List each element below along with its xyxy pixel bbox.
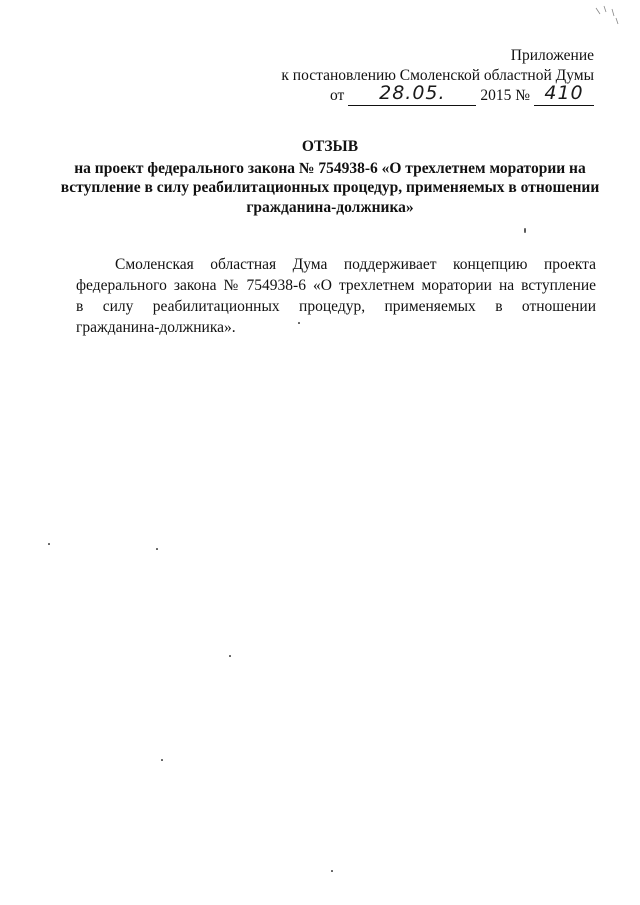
annex-resolution-reference: к постановлению Смоленской областной Думы (281, 67, 594, 84)
scan-speck (229, 655, 231, 657)
scan-speck (156, 548, 158, 550)
annex-label: Приложение (510, 47, 594, 64)
annex-date-row (281, 82, 594, 106)
annex-date-field (348, 82, 476, 106)
annex-year-number-label: 2015 № (480, 87, 530, 104)
scan-speck (48, 543, 50, 545)
document-body-paragraph: Смоленская областная Дума поддерживает концепцию проекта федерального закона № 754938-6 «О трехлетнем моратории на вступление в силу реабилитационных процедур, применяемых в отношении гражданина-должника». (76, 255, 596, 336)
annex-date-prefix: от (330, 87, 345, 104)
scan-speck (331, 870, 333, 872)
scan-speck (524, 228, 526, 233)
scan-speck (298, 322, 300, 324)
scan-speck (161, 759, 163, 761)
annex-number-field (534, 82, 594, 106)
document-title: ОТЗЫВ (301, 138, 359, 155)
document-subtitle: на проект федерального закона № 754938-6 «О трехлетнем моратории на вступление в силу реабилитационных процедур, применяемых в отношении гражданина-должника» (60, 159, 600, 216)
annex-number-handwritten: 410 (544, 82, 584, 104)
corner-scribble-mark (592, 4, 622, 28)
annex-date-handwritten: 28.05. (379, 82, 446, 104)
document-title-block (60, 137, 600, 217)
annex-header (281, 46, 594, 106)
